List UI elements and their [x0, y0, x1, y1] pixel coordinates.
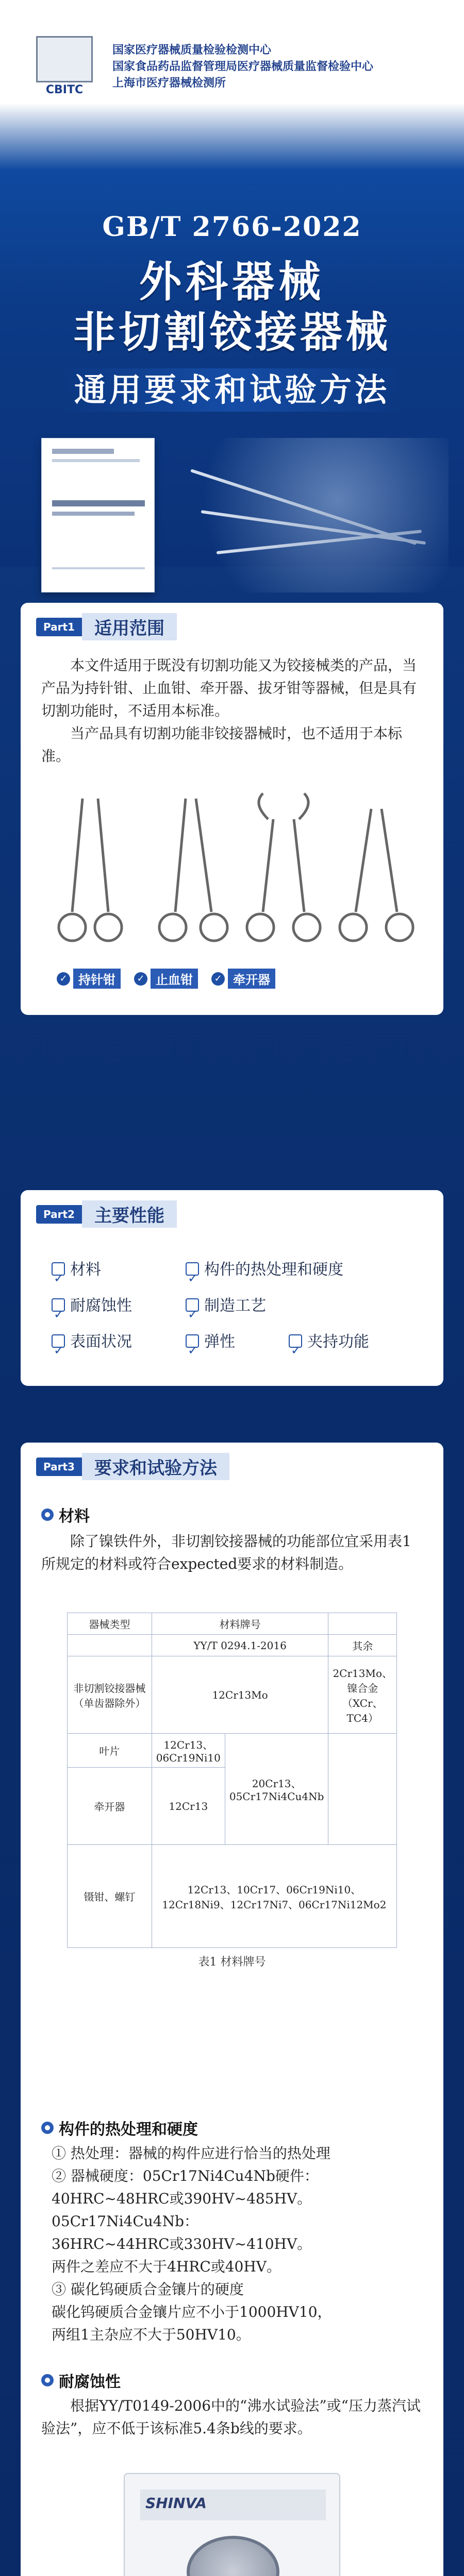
checkbox-icon	[289, 1334, 302, 1348]
table-header-type: 器械类型	[68, 1613, 152, 1635]
part2-heading	[36, 1200, 177, 1228]
standard-number: GB/T 2766-2022	[102, 211, 362, 243]
logo-text: CBITC	[45, 83, 84, 96]
part3-label: Part3	[36, 1458, 82, 1476]
tool-labels	[57, 969, 275, 989]
part2-card	[21, 1190, 443, 1386]
part1-title: 适用范围	[82, 613, 177, 640]
checkbox-icon	[52, 1262, 65, 1276]
table-row-type: 非切割铰接器械（单齿器除外）	[68, 1656, 152, 1734]
corrosion-section	[41, 2365, 423, 2440]
logo	[26, 36, 103, 98]
tool-label-needle-holder: ✓ 持针钳	[57, 969, 121, 989]
corrosion-heading: 耐腐蚀性	[41, 2369, 423, 2392]
check-icon: ✓	[134, 972, 147, 986]
gear-icon	[41, 2122, 54, 2134]
performance-list	[52, 1252, 423, 1360]
part2-label: Part2	[36, 1205, 82, 1224]
main-title-line-2: 非切割铰接器械	[73, 308, 391, 357]
org-line-3: 上海市医疗器械检测所	[112, 77, 226, 90]
instruments-photo	[170, 438, 449, 592]
checkbox-icon	[186, 1298, 199, 1312]
instrument-illustrations	[41, 788, 423, 953]
table-header-other: 其余	[328, 1635, 397, 1656]
org-line-1: 国家医疗器械质量检验检测中心	[112, 44, 272, 57]
table-row-type: 牵开器	[68, 1768, 152, 1845]
table-cell: 20Cr13、05Cr17Ni4Cu4Nb	[225, 1734, 328, 1845]
table-header-grade: 材料牌号	[152, 1613, 328, 1635]
perf-row-3: ✓表面状况 ✓ 弹性 ✓ 夹持功能	[52, 1324, 423, 1360]
tool-label-hemostat: ✓ 止血钳	[134, 969, 198, 989]
part3-card	[21, 1443, 443, 2576]
logo-row	[26, 36, 373, 98]
table-row-type: 叶片	[68, 1734, 152, 1768]
table-cell: 12Cr13、06Cr19Ni10	[152, 1734, 225, 1768]
part1-label: Part1	[36, 618, 82, 636]
table-row-type: 镊钳、螺钉	[68, 1845, 152, 1948]
part3-heading	[36, 1453, 229, 1480]
part1-paragraph-2: 当产品具有切割功能非铰接器械时，也不适用于本标准。	[41, 725, 403, 765]
logo-mark	[36, 36, 93, 82]
standard-cover-image	[41, 438, 155, 592]
check-icon: ✓	[57, 972, 70, 986]
part1-paragraph-1: 本文件适用于既没有切割功能又为铰接械类的产品，当产品为持针钳、止血钳、牵开器、拔牙钳等器械，但是具有切割功能时，不适用本标准。	[41, 657, 417, 719]
gear-icon	[41, 2374, 54, 2386]
material-text: 除了镍铁件外，非切割铰接器械的功能部位宜采用表1所规定的材料或符合expected要求的材料制造。	[41, 1533, 411, 1572]
table-cell: 12Cr13	[152, 1768, 225, 1845]
part3-title: 要求和试验方法	[82, 1453, 229, 1480]
subtitle: 通用要求和试验方法	[62, 368, 402, 412]
checkbox-icon	[52, 1298, 65, 1312]
part1-heading	[36, 613, 177, 640]
heat-section	[41, 2112, 423, 2346]
org-line-2: 国家食品药品监督管理局医疗器械质量监督检验中心	[112, 60, 374, 73]
check-icon: ✓	[211, 972, 225, 986]
material-section	[41, 1499, 423, 1575]
checkbox-icon	[186, 1334, 199, 1348]
table-header-standard: YY/T 0294.1-2016	[152, 1635, 328, 1656]
table-cell: 12Cr13Mo	[152, 1656, 328, 1734]
sterilizer-photo	[124, 2473, 340, 2576]
part2-title: 主要性能	[82, 1200, 177, 1228]
machine-brand: SHINVA	[145, 2495, 207, 2512]
part1-text	[41, 654, 423, 768]
perf-row-1: ✓材料 ✓ 构件的热处理和硬度	[52, 1252, 423, 1288]
tool-label-retractor: ✓ 牵开器	[211, 969, 275, 989]
gear-icon	[41, 1509, 54, 1521]
perf-row-2: ✓耐腐蚀性 ✓ 制造工艺	[52, 1288, 423, 1324]
material-table	[67, 1613, 397, 1969]
main-title-line-1: 外科器械	[139, 257, 325, 307]
header	[0, 0, 464, 567]
part1-card	[21, 603, 443, 1015]
heat-heading: 构件的热处理和硬度	[41, 2116, 423, 2139]
table-cell: 12Cr13、10Cr17、06Cr19Ni10、12Cr18Ni9、12Cr17Ni7、06Cr17Ni12Mo2	[152, 1845, 396, 1948]
table-caption: 表1 材料牌号	[198, 1956, 266, 1969]
corrosion-text: 根据YY/T0149-2006中的“沸水试验法”或“压力蒸汽试验法”，应不低于该标准5.4条b线的要求。	[41, 2397, 421, 2437]
material-heading: 材料	[41, 1503, 423, 1526]
checkbox-icon	[52, 1334, 65, 1348]
heat-body: ① 热处理：器械的构件应进行恰当的热处理 ② 器械硬度：05Cr17Ni4Cu4Nb硬件： 40HRC~48HRC或390HV~485HV。 05Cr17Ni4Cu4Nb： 36HRC~44HRC或330HV~410HV。 两件之差应不大于4HRC或40HV。 ③ 碳化钨硬质合金镶片的硬度 碳化钨硬质合金镶片应不小于1000HV10， 两组1主杂应不大于50HV10。	[52, 2145, 332, 2343]
table-cell: 2Cr13Mo、镍合金（XCr、TC4）	[328, 1656, 397, 1734]
org-names	[112, 42, 373, 92]
checkbox-icon	[186, 1262, 199, 1276]
